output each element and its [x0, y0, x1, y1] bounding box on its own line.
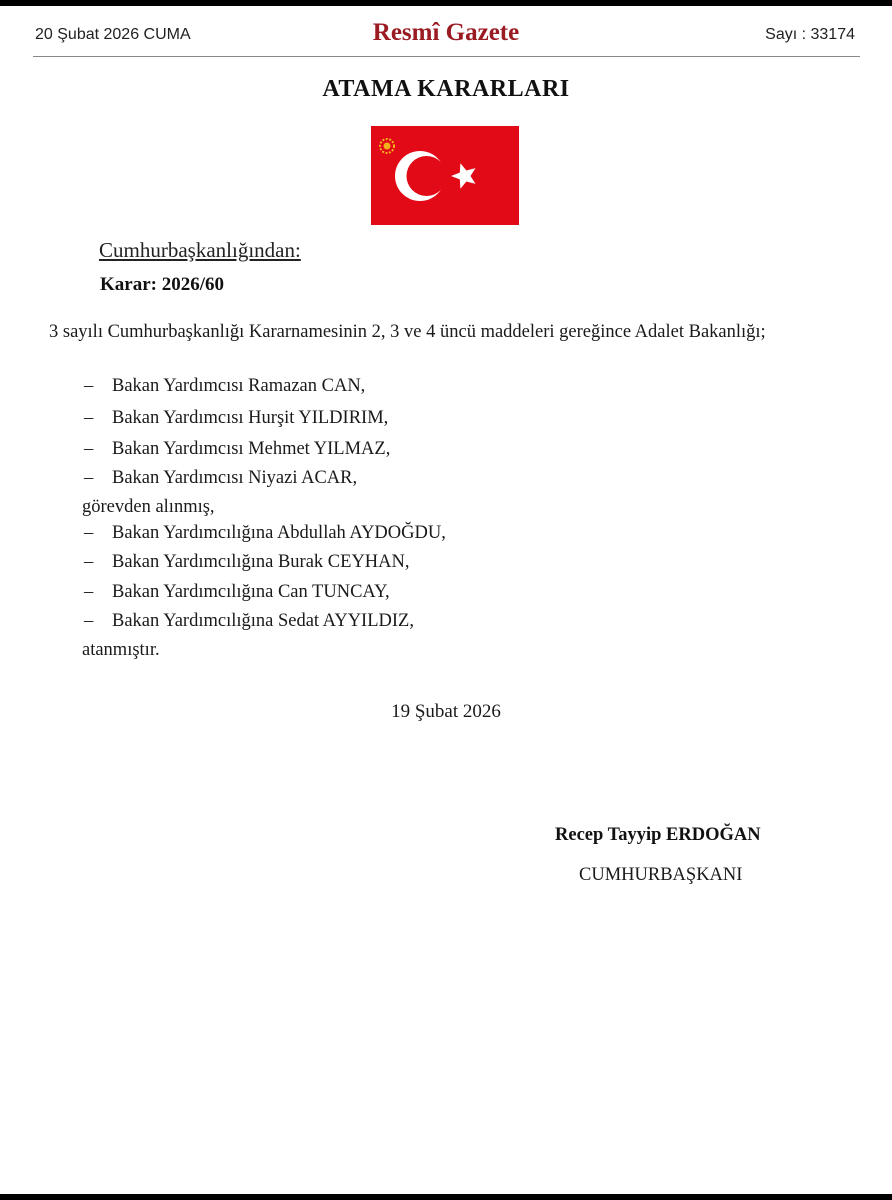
appointed-official: Bakan Yardımcılığına Can TUNCAY, — [112, 582, 390, 602]
decision-date — [0, 701, 892, 723]
gazette-page — [0, 6, 892, 1194]
appointed-official: Bakan Yardımcılığına Abdullah AYDOĞDU, — [112, 523, 446, 543]
list-dash: – — [84, 468, 94, 488]
list-dash: – — [84, 611, 94, 631]
appointed-official: Bakan Yardımcılığına Burak CEYHAN, — [112, 552, 410, 572]
signatory-name: Recep Tayyip ERDOĞAN — [555, 825, 761, 845]
removed-closing: görevden alınmış, — [82, 497, 215, 517]
list-dash: – — [84, 582, 94, 602]
decision-intro: 3 sayılı Cumhurbaşkanlığı Kararnamesinin 2, 3 ve 4 üncü maddeleri gereğince Adalet Bakanlığı; — [49, 322, 766, 342]
turkish-flag-icon — [371, 126, 519, 225]
list-dash: – — [84, 523, 94, 543]
appointed-official: Bakan Yardımcılığına Sedat AYYILDIZ, — [112, 611, 414, 631]
signatory-title: CUMHURBAŞKANI — [579, 865, 743, 885]
issuing-authority: Cumhurbaşkanlığından: — [99, 238, 301, 262]
list-dash: – — [84, 552, 94, 572]
header-date: 20 Şubat 2026 CUMA — [35, 26, 191, 43]
removed-official: Bakan Yardımcısı Hurşit YILDIRIM, — [112, 408, 389, 428]
removed-official: Bakan Yardımcısı Niyazi ACAR, — [112, 468, 358, 488]
decision-date-text: 19 Şubat 2026 — [391, 701, 501, 722]
masthead-title: Resmî Gazete — [372, 19, 520, 46]
list-dash: – — [84, 408, 94, 428]
list-dash: – — [84, 376, 94, 396]
removed-official: Bakan Yardımcısı Ramazan CAN, — [112, 376, 366, 396]
header-divider — [33, 56, 860, 57]
removed-official: Bakan Yardımcısı Mehmet YILMAZ, — [112, 439, 391, 459]
list-dash: – — [84, 439, 94, 459]
appointed-closing: atanmıştır. — [82, 640, 160, 660]
document-title: ATAMA KARARLARI — [322, 76, 570, 102]
decision-number: Karar: 2026/60 — [100, 274, 225, 295]
issue-number: Sayı : 33174 — [765, 26, 855, 43]
